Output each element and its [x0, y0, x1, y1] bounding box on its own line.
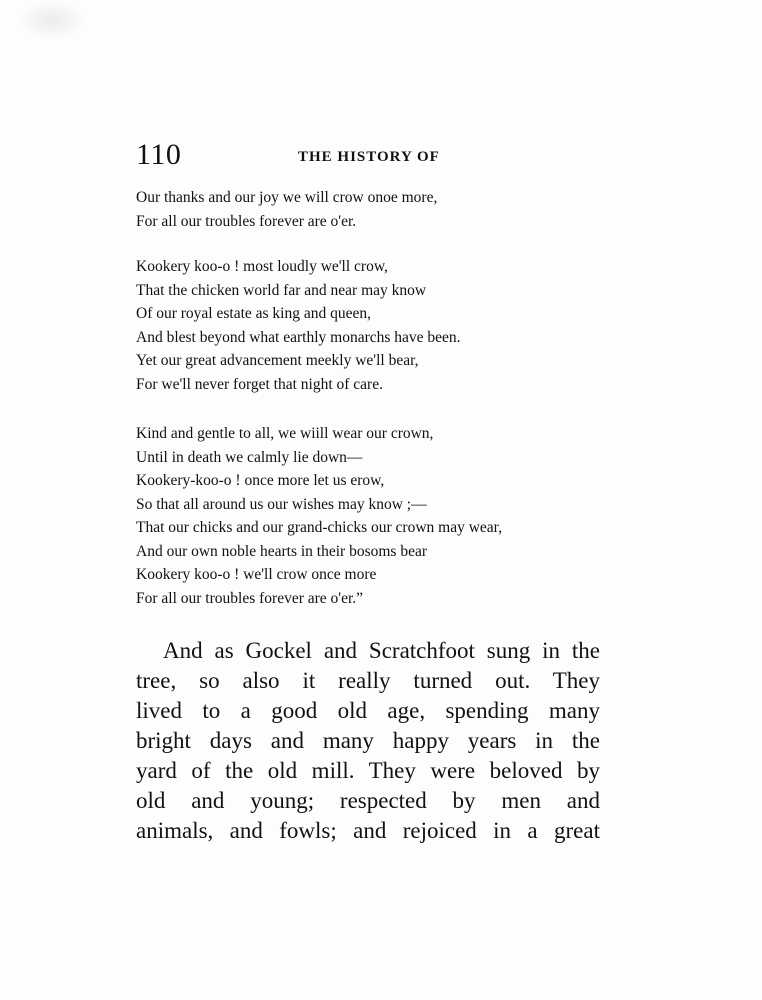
verse-line: Kind and gentle to all, we wiill wear our crown, — [136, 425, 434, 442]
running-head: THE HISTORY OF — [298, 149, 440, 165]
verse-line: Kookery-koo-o ! once more let us erow, — [136, 472, 385, 489]
verse-line: For all our troubles forever are o'er. — [136, 212, 357, 230]
verse-line: Yet our great advancement meekly we'll bear, — [136, 352, 419, 369]
page-number: 110 — [136, 138, 182, 171]
verse-line: For we'll never forget that night of care. — [136, 375, 383, 393]
verse-line: And our own noble hearts in their bosoms bear — [136, 542, 427, 560]
verse-stanza-3 — [136, 422, 616, 610]
paragraph-line: bright days and many happy years in the — [136, 728, 600, 753]
verse-line: Our thanks and our joy we will crow onoe more, — [136, 189, 438, 206]
paragraph-line: old and young; respected by men and — [136, 788, 600, 813]
paragraph-line: And as Gockel and Scratchfoot sung in the — [163, 638, 600, 663]
verse-line: So that all around us our wishes may know ;— — [136, 495, 427, 513]
page-smudge — [18, 0, 88, 40]
prose-paragraph — [136, 636, 600, 846]
verse-line: For all our troubles forever are o'er.” — [136, 589, 364, 607]
page-header — [136, 138, 596, 178]
verse-line: Of our royal estate as king and queen, — [136, 305, 372, 322]
verse-stanza-2 — [136, 255, 616, 396]
verse-line: That our chicks and our grand-chicks our crown may wear, — [136, 519, 503, 536]
verse-line: Kookery koo-o ! most loudly we'll crow, — [136, 258, 388, 275]
paragraph-line: tree, so also it really turned out. They — [136, 668, 600, 693]
verse-line: And blest beyond what earthly monarchs have been. — [136, 328, 461, 346]
paragraph-line: animals, and fowls; and rejoiced in a great — [136, 818, 600, 843]
verse-line: That the chicken world far and near may know — [136, 281, 427, 299]
verse-line: Kookery koo-o ! we'll crow once more — [136, 566, 377, 583]
paragraph-line: yard of the old mill. They were beloved by — [136, 758, 600, 783]
paragraph-line: lived to a good old age, spending many — [136, 698, 600, 723]
verse-stanza-1 — [136, 186, 616, 233]
verse-line: Until in death we calmly lie down— — [136, 448, 363, 466]
